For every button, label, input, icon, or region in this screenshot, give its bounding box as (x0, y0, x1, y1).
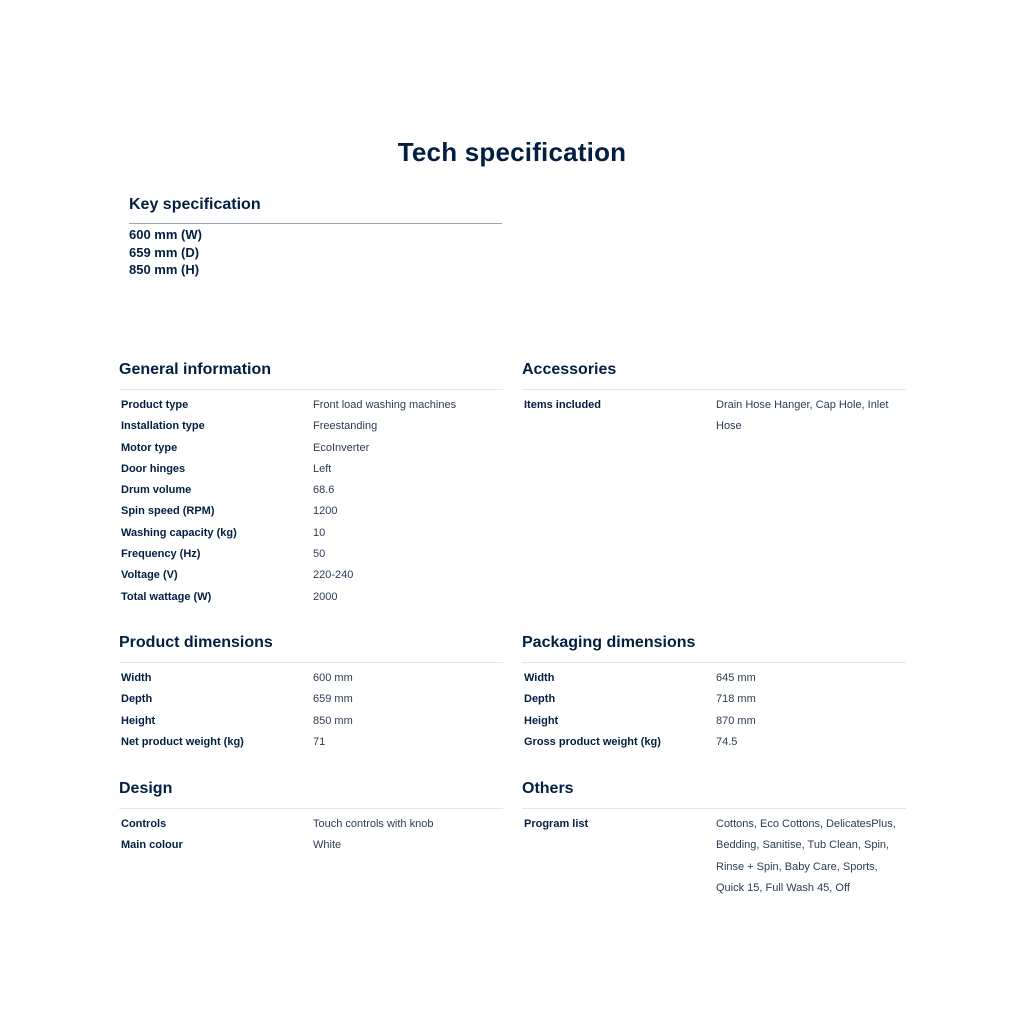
key-specification-heading: Key specification (129, 195, 502, 224)
spec-label: Width (121, 672, 152, 684)
spec-row (119, 668, 503, 689)
spec-row (119, 438, 503, 459)
spec-label: Controls (121, 818, 167, 830)
spec-label: Depth (121, 693, 153, 706)
spec-rows (119, 395, 503, 608)
spec-row (522, 689, 906, 710)
spec-value: 220-240 (313, 569, 354, 582)
spec-rows (522, 395, 906, 438)
spec-row (119, 732, 503, 753)
spec-row (119, 689, 503, 710)
spec-row (119, 480, 503, 501)
section-accessories (522, 360, 906, 438)
section-design (119, 779, 503, 857)
spec-value: 1200 (313, 505, 338, 518)
spec-value: 600 mm (313, 672, 353, 684)
spec-rows (522, 814, 906, 899)
spec-row (119, 814, 503, 835)
spec-value: Touch controls with knob (313, 818, 434, 830)
spec-rows (522, 668, 906, 753)
spec-value: 850 mm (313, 714, 353, 727)
spec-value: Left (313, 462, 332, 475)
spec-row (119, 835, 503, 856)
spec-row (119, 587, 503, 608)
spec-label: Door hinges (121, 462, 186, 475)
spec-label: Gross product weight (kg) (524, 735, 661, 748)
spec-row (119, 501, 503, 522)
key-spec-height: 850 mm (H) (129, 262, 200, 277)
spec-label: Voltage (V) (121, 569, 178, 582)
spec-value: 645 mm (716, 672, 756, 684)
section-heading: Packaging dimensions (522, 633, 906, 663)
key-spec-width: 600 mm (W) (129, 227, 202, 242)
spec-row (522, 395, 906, 438)
key-specification-values (129, 226, 502, 279)
section-general-information (119, 360, 503, 608)
spec-row (522, 668, 906, 689)
spec-value: Front load washing machines (313, 399, 457, 411)
section-heading: General information (119, 360, 503, 390)
spec-value: 68.6 (313, 484, 335, 497)
section-product-dimensions (119, 633, 503, 753)
spec-row (119, 416, 503, 437)
spec-row (522, 711, 906, 732)
spec-value: Drain Hose Hanger, Cap Hole, Inlet Hose (716, 399, 889, 433)
page-title: Tech specification (397, 137, 627, 167)
spec-rows (119, 814, 503, 857)
spec-label: Product type (121, 399, 189, 411)
spec-label: Main colour (121, 839, 183, 852)
spec-value: 2000 (313, 590, 338, 603)
spec-value: White (313, 839, 342, 852)
spec-label: Height (524, 714, 559, 727)
spec-value: EcoInverter (313, 441, 370, 454)
spec-label: Total wattage (W) (121, 590, 212, 603)
spec-row (119, 459, 503, 480)
spec-value: Cottons, Eco Cottons, DelicatesPlus, Bedding, Sanitise, Tub Clean, Spin, Rinse + Spin, Baby Care, Sports, Quick 15, Full Wash 45, Off (716, 818, 896, 894)
spec-value: 71 (313, 735, 326, 748)
spec-value: 74.5 (716, 735, 738, 748)
key-specification (129, 195, 502, 279)
section-heading: Accessories (522, 360, 906, 390)
spec-value: Freestanding (313, 420, 378, 433)
spec-label: Program list (524, 818, 589, 830)
section-heading: Design (119, 779, 503, 809)
spec-value: 50 (313, 548, 326, 561)
section-heading: Others (522, 779, 906, 809)
spec-value: 870 mm (716, 714, 756, 727)
spec-row (119, 395, 503, 416)
spec-row (119, 565, 503, 586)
spec-row (119, 544, 503, 565)
spec-value: 718 mm (716, 693, 756, 706)
spec-label: Washing capacity (kg) (121, 526, 237, 539)
spec-label: Spin speed (RPM) (121, 505, 215, 518)
spec-label: Motor type (121, 441, 178, 454)
key-spec-depth: 659 mm (D) (129, 244, 200, 260)
section-others (522, 779, 906, 899)
section-heading: Product dimensions (119, 633, 503, 663)
section-packaging-dimensions (522, 633, 906, 753)
spec-value: 659 mm (313, 693, 353, 706)
spec-label: Installation type (121, 420, 205, 433)
spec-label: Frequency (Hz) (121, 548, 201, 561)
spec-rows (119, 668, 503, 753)
spec-row (119, 711, 503, 732)
spec-value: 10 (313, 526, 326, 539)
spec-row (522, 814, 906, 899)
spec-label: Height (121, 714, 156, 727)
spec-row (522, 732, 906, 753)
spec-label: Drum volume (121, 484, 192, 497)
spec-label: Depth (524, 693, 556, 706)
spec-label: Net product weight (kg) (121, 735, 244, 748)
spec-label: Width (524, 672, 555, 684)
spec-label: Items included (524, 399, 602, 411)
spec-row (119, 523, 503, 544)
